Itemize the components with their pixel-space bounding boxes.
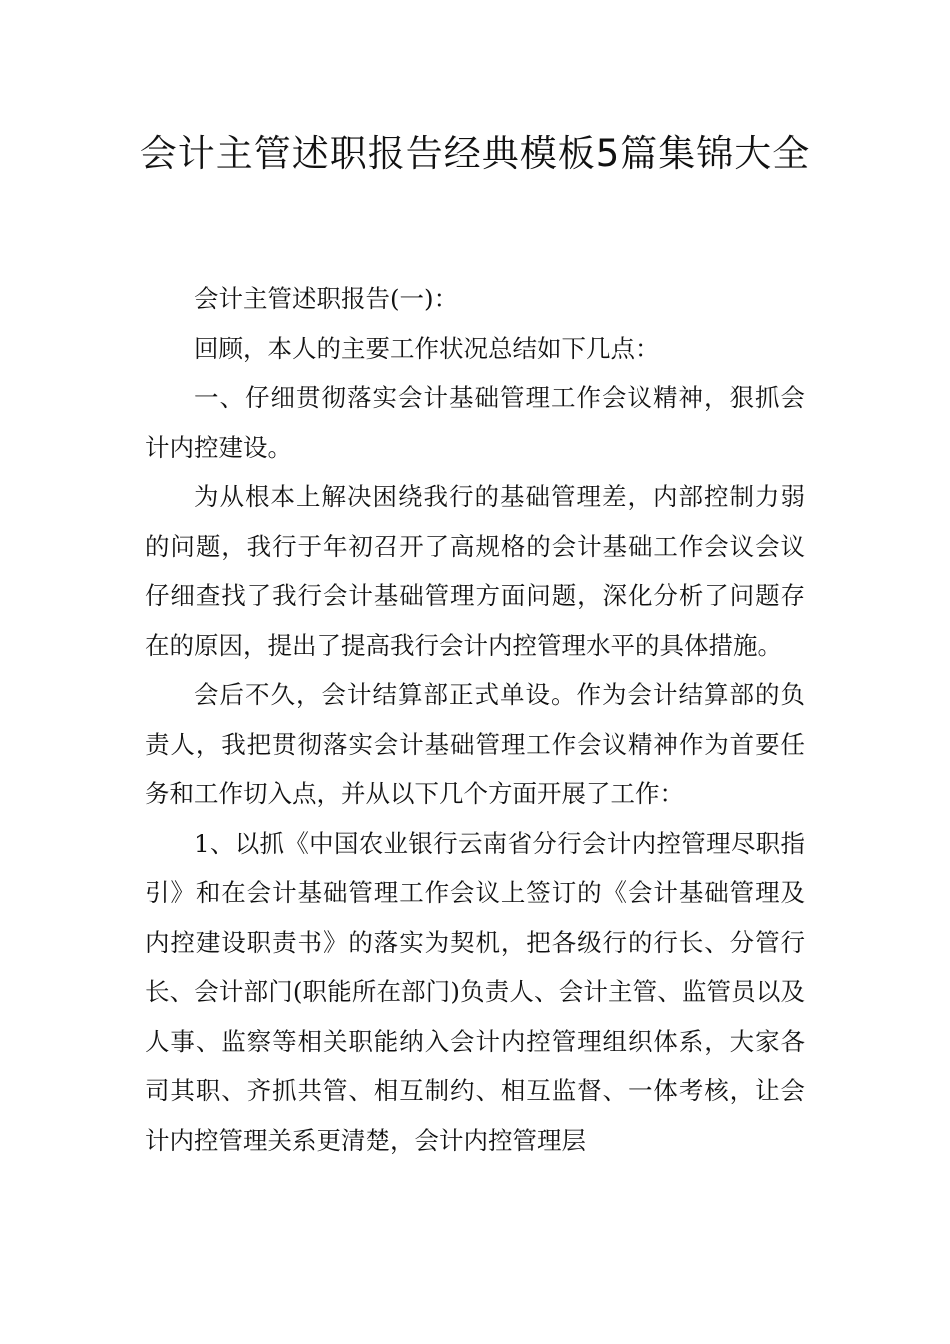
document-title: 会计主管述职报告经典模板5篇集锦大全 <box>139 132 811 175</box>
paragraph-section-one: 一、仔细贯彻落实会计基础管理工作会议精神，狠抓会计内控建设。 <box>145 383 805 462</box>
paragraph-item-one: 1、以抓《中国农业银行云南省分行会计内控管理尽职指引》和在会计基础管理工作会议上签订的《会计基础管理及内控建设职责书》的落实为契机，把各级行的行长、分管行长、会计部门(职能所在部门)负责人、会计主管、监管员以及人事、监察等相关职能纳入会计内控管理组织体系，大家各司其职、齐抓共管、相互制约、相互监督、一体考核，让会计内控管理关系更清楚，会计内控管理层 <box>145 828 805 1155</box>
paragraph-review-intro: 回顾，本人的主要工作状况总结如下几点： <box>194 333 660 363</box>
paragraph-heading-report-one: 会计主管述职报告(一)： <box>194 284 459 313</box>
paragraph-problem-analysis: 为从根本上解决困绕我行的基础管理差，内部控制力弱的问题，我行于年初召开了高规格的会计基础工作会议会议仔细查找了我行会计基础管理方面问题，深化分析了问题存在的原因，提出了提高我行会计内控管理水平的具体措施。 <box>145 482 805 660</box>
document-body <box>145 274 805 1165</box>
paragraph-department-setup: 会后不久，会计结算部正式单设。作为会计结算部的负责人，我把贯彻落实会计基础管理工作会议精神作为首要任务和工作切入点，并从以下几个方面开展了工作： <box>145 680 805 808</box>
